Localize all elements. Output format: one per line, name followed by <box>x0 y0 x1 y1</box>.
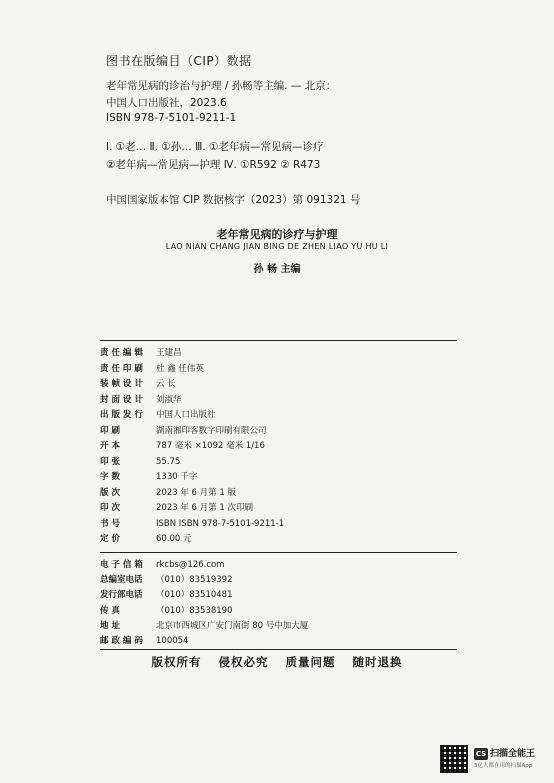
info-row <box>100 362 204 374</box>
scanner-watermark <box>474 746 535 760</box>
contact-value: 北京市西城区广安门南街 80 号中加大厦 <box>156 620 309 631</box>
cip-line-record-number: 中国国家版本馆 CIP 数据核字（2023）第 091321 号 <box>106 194 361 206</box>
info-value: 55.75 <box>156 456 181 467</box>
contact-value: rkcbs@126.com <box>156 560 225 570</box>
info-label: 字 数 <box>100 472 120 482</box>
cip-line-classification-2: ②老年病—常见病—护理 Ⅳ. ①R592 ② R473 <box>106 159 321 171</box>
contact-value: （010）83519392 <box>156 575 233 586</box>
contact-row <box>100 588 233 600</box>
book-title: 老年常见病的诊疗与护理 <box>216 228 338 241</box>
info-value: 2023 年 6 月第 1 版 <box>156 487 236 498</box>
info-label: 封 面 设 计 <box>100 394 143 405</box>
contact-row <box>100 604 233 616</box>
info-label: 出 版 发 行 <box>100 410 143 420</box>
info-value: 王建昌 <box>156 348 182 358</box>
contact-label: 电 子 信 箱 <box>100 560 143 570</box>
info-row <box>100 486 236 498</box>
info-row <box>100 517 284 529</box>
info-row <box>100 393 182 405</box>
info-row <box>100 501 253 513</box>
contact-value: （010）83538190 <box>156 605 233 616</box>
info-value: 云 长 <box>156 379 176 389</box>
info-row <box>100 346 182 358</box>
info-row <box>100 439 265 451</box>
info-row <box>100 424 267 436</box>
cip-line-classification-1: Ⅰ. ①老… Ⅱ. ①孙… Ⅲ. ①老年病—常见病—诊疗 <box>106 141 324 153</box>
info-value: 60.00 元 <box>156 534 192 544</box>
info-label: 印 张 <box>100 456 120 467</box>
rights-item: 随时退换 <box>352 655 403 669</box>
contact-row <box>100 558 225 570</box>
scanner-name: 扫描全能王 <box>490 749 536 759</box>
info-value: 1330 千字 <box>156 472 198 482</box>
divider-middle <box>100 552 457 553</box>
scanner-tagline: 3亿人都在用的扫描App <box>474 763 533 769</box>
info-label: 责 任 印 刷 <box>100 363 143 374</box>
info-label: 印 刷 <box>100 425 120 436</box>
info-label: 开 本 <box>100 441 120 451</box>
qr-code-icon <box>440 745 468 773</box>
info-value: 中国人口出版社 <box>156 410 216 420</box>
contact-value: （010）83510481 <box>156 590 233 601</box>
contact-row <box>100 634 188 646</box>
info-value: ISBN ISBN 978-7-5101-9211-1 <box>156 518 285 529</box>
info-value: 杜 鑫 任伟英 <box>156 363 204 374</box>
rights-item: 侵权必究 <box>218 655 269 669</box>
info-row <box>100 455 180 467</box>
contact-row <box>100 573 233 585</box>
rights-statement <box>0 654 554 670</box>
divider-bottom <box>100 649 457 650</box>
contact-row <box>100 619 308 631</box>
book-author: 孙 畅 主编 <box>253 264 301 275</box>
cip-heading: 图书在版编目（CIP）数据 <box>106 54 252 68</box>
info-row <box>100 470 197 482</box>
camscanner-logo-icon: CS <box>475 749 487 758</box>
info-label: 印 次 <box>100 503 120 513</box>
book-title-pinyin: LAO NIAN CHANG JIAN BING DE ZHEN LIAO YU HU LI <box>165 242 389 251</box>
info-label: 定 价 <box>100 534 120 544</box>
contact-label: 邮 政 编 码 <box>100 636 143 646</box>
info-label: 版 次 <box>100 487 120 498</box>
rights-item: 质量问题 <box>285 655 336 669</box>
contact-value: 100054 <box>156 636 189 646</box>
info-row <box>100 408 216 420</box>
info-value: 2023 年 6 月第 1 次印刷 <box>156 503 253 513</box>
info-value: 湖南湘印客数字印刷有限公司 <box>156 425 267 436</box>
info-value: 刘淑华 <box>156 394 182 405</box>
rights-item: 版权所有 <box>151 655 202 669</box>
contact-label: 发行部电话 <box>100 590 143 601</box>
info-label: 责 任 编 辑 <box>100 348 143 358</box>
contact-label: 总编室电话 <box>100 575 143 586</box>
info-label: 书 号 <box>100 518 120 529</box>
contact-label: 传 真 <box>100 605 120 616</box>
info-label: 装 帧 设 计 <box>100 379 143 389</box>
info-row <box>100 377 176 389</box>
cip-line-publisher: 中国人口出版社，2023.6 <box>106 97 227 109</box>
cip-line-title: 老年常见病的诊治与护理 / 孙畅等主编. — 北京： <box>106 80 337 92</box>
cip-line-isbn: ISBN 978-7-5101-9211-1 <box>106 112 237 124</box>
info-row <box>100 532 192 544</box>
info-value: 787 毫米 ×1092 毫米 1/16 <box>156 441 265 451</box>
divider-top <box>100 340 457 341</box>
contact-label: 地 址 <box>100 620 120 631</box>
